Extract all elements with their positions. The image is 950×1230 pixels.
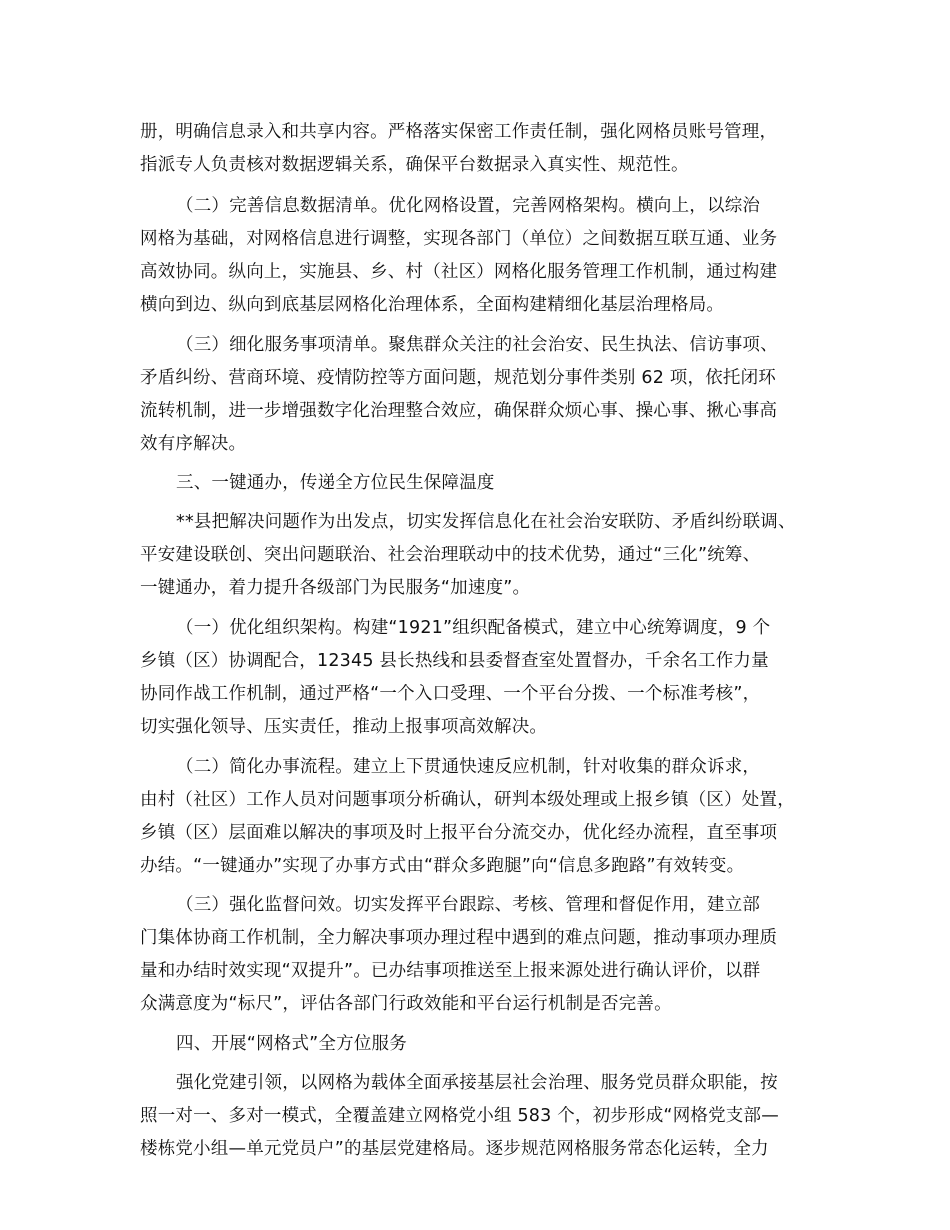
- paragraph-line: （三）细化服务事项清单。聚焦群众关注的社会治安、民生执法、信访事项、: [176, 335, 778, 355]
- paragraph-line: 办结。“一键通办”实现了办事方式由“群众多跑腿”向“信息多跑路”有效转变。: [140, 856, 745, 876]
- paragraph-line: （二）简化办事流程。建立上下贯通快速反应机制，针对收集的群众诉求，: [176, 757, 761, 777]
- paragraph-line: 册，明确信息录入和共享内容。严格落实保密工作责任制，强化网格员账号管理，: [140, 122, 778, 142]
- paragraph-line: **县把解决问题作为出发点，切实发挥信息化在社会治安联防、矛盾纠纷联调、: [176, 512, 796, 532]
- paragraph-line: 量和办结时效实现“双提升”。已办结事项推送至上报来源处进行确认评价，以群: [140, 961, 761, 981]
- paragraph-line: 强化党建引领，以网格为载体全面承接基层社会治理、服务党员群众职能，按: [176, 1073, 778, 1093]
- paragraph-line: 乡镇（区）协调配合，12345 县长热线和县委督查室处置督办，千余名工作力量: [140, 651, 769, 671]
- paragraph-line: 由村（社区）工作人员对问题事项分析确认，研判本级处理或上报乡镇（区）处置，: [140, 790, 795, 810]
- paragraph-line: 横向到边、纵向到底基层网格化治理体系，全面构建精细化基层治理格局。: [140, 295, 725, 315]
- paragraph-line: 一键通办，着力提升各级部门为民服务“加速度”。: [140, 578, 531, 598]
- paragraph-line: 网格为基础，对网格信息进行调整，实现各部门（单位）之间数据互联互通、业务: [140, 229, 778, 249]
- paragraph-line: 平安建设联创、突出问题联治、社会治理联动中的技术优势，通过“三化”统筹、: [140, 545, 761, 565]
- paragraph-line: 效有序解决。: [140, 434, 247, 454]
- paragraph-line: 协同作战工作机制，通过严格“一个入口受理、一个平台分拨、一个标准考核”，: [140, 684, 761, 704]
- paragraph-line: 指派专人负责核对数据逻辑关系，确保平台数据录入真实性、规范性。: [140, 155, 689, 175]
- paragraph-line: 楼栋党小组—单元党员户”的基层党建格局。逐步规范网格服务常态化运转，全力: [140, 1139, 769, 1159]
- paragraph-line: 乡镇（区）层面难以解决的事项及时上报平台分流交办，优化经办流程，直至事项: [140, 823, 778, 843]
- paragraph-line: （三）强化监督问效。切实发挥平台跟踪、考核、管理和督促作用，建立部: [176, 895, 761, 915]
- paragraph-line: 高效协同。纵向上，实施县、乡、村（社区）网格化服务管理工作机制，通过构建: [140, 262, 778, 282]
- paragraph-line: 切实强化领导、压实责任，推动上报事项高效解决。: [140, 717, 548, 737]
- section-heading: 四、开展“网格式”全方位服务: [176, 1034, 407, 1054]
- paragraph-line: 众满意度为“标尺”，评估各部门行政效能和平台运行机制是否完善。: [140, 994, 672, 1014]
- paragraph-line: （一）优化组织架构。构建“1921”组织配备模式，建立中心统筹调度，9 个: [176, 618, 771, 638]
- section-heading: 三、一键通办，传递全方位民生保障温度: [176, 473, 495, 493]
- paragraph-line: 矛盾纠纷、营商环境、疫情防控等方面问题，规范划分事件类别 62 项，依托闭环: [140, 368, 776, 388]
- paragraph-line: 流转机制，进一步增强数字化治理整合效应，确保群众烦心事、操心事、揪心事高: [140, 401, 778, 421]
- paragraph-line: 门集体协商工作机制，全力解决事项办理过程中遇到的难点问题，推动事项办理质: [140, 928, 778, 948]
- paragraph-line: 照一对一、多对一模式，全覆盖建立网格党小组 583 个，初步形成“网格党支部—: [140, 1106, 779, 1126]
- paragraph-line: （二）完善信息数据清单。优化网格设置，完善网格架构。横向上，以综治: [176, 196, 761, 216]
